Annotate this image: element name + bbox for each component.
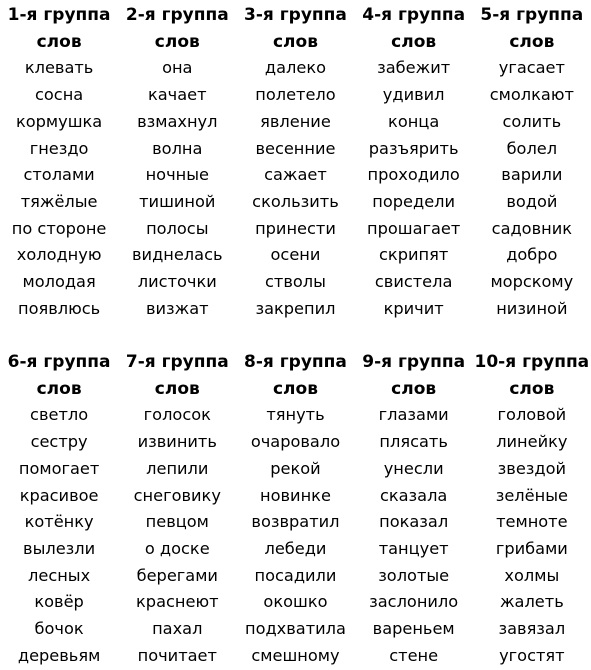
word-item: кричит <box>383 298 444 318</box>
group-title-word: слов <box>391 31 437 52</box>
word-item: головой <box>497 405 567 425</box>
word-item: проходило <box>367 165 460 185</box>
word-item: светло <box>30 405 89 425</box>
word-item: зелёные <box>495 485 568 505</box>
word-item: столами <box>23 165 95 185</box>
word-item: тишиной <box>139 191 216 211</box>
word-item: пахал <box>152 619 203 639</box>
word-item: качает <box>147 85 207 105</box>
word-item: извинить <box>137 432 217 452</box>
word-item: болел <box>506 138 558 158</box>
word-item: унесли <box>383 458 444 478</box>
word-item: гнездо <box>29 138 89 158</box>
word-item: морскому <box>490 272 574 292</box>
word-item: холмы <box>504 565 560 585</box>
word-item: очаровало <box>250 432 341 452</box>
word-item: сажает <box>264 165 327 185</box>
groups-row-1 <box>0 2 591 322</box>
word-item: весенние <box>255 138 336 158</box>
word-item: о доске <box>144 538 210 558</box>
group-title-word: слов <box>36 378 82 399</box>
word-item: лебеди <box>264 538 327 558</box>
word-item: она <box>162 58 193 78</box>
word-item: вылезли <box>23 538 96 558</box>
group-title-word: слов <box>272 31 318 52</box>
word-item: стволы <box>265 272 326 292</box>
word-item: котёнку <box>24 512 94 532</box>
word-item: далеко <box>264 58 327 78</box>
word-item: танцует <box>378 538 449 558</box>
word-item: тяжёлые <box>20 191 98 211</box>
word-item: свистела <box>374 272 453 292</box>
word-item: добро <box>506 245 558 265</box>
word-item: завязал <box>498 619 566 639</box>
word-item: сказала <box>379 485 448 505</box>
word-item: помогает <box>18 458 100 478</box>
word-item: смешному <box>251 645 340 665</box>
word-item: стене <box>389 645 439 665</box>
word-item: голосок <box>143 405 211 425</box>
group-title-word: слов <box>36 31 82 52</box>
word-item: возвратил <box>251 512 340 532</box>
word-item: почитает <box>137 645 217 665</box>
word-item: виднелась <box>132 245 223 265</box>
word-item: окошко <box>263 592 328 612</box>
word-item: клевать <box>24 58 94 78</box>
word-item: водой <box>506 191 558 211</box>
group-title: 4-я группа <box>362 5 466 25</box>
word-item: варили <box>501 165 563 185</box>
group-title: 10-я группа <box>474 352 590 372</box>
group-title: 7-я группа <box>125 352 229 372</box>
word-item: жалеть <box>499 592 564 612</box>
word-item: лепили <box>146 458 209 478</box>
word-item: смолкают <box>489 85 574 105</box>
word-item: конца <box>388 111 440 131</box>
word-item: золотые <box>378 565 450 585</box>
word-item: осени <box>270 245 321 265</box>
word-item: принести <box>255 218 336 238</box>
word-item: ночные <box>145 165 209 185</box>
group-title: 1-я группа <box>7 5 111 25</box>
word-item: молодая <box>22 272 96 292</box>
group-title-word: слов <box>391 378 437 399</box>
word-item: сестру <box>30 432 88 452</box>
group-title: 3-я группа <box>244 5 347 25</box>
word-group-2 <box>118 2 236 322</box>
groups-row-2 <box>0 349 591 669</box>
word-group-1 <box>0 2 118 322</box>
word-item: тянуть <box>266 405 325 425</box>
word-group-3 <box>236 2 354 322</box>
word-item: визжат <box>145 298 209 318</box>
word-item: по стороне <box>11 218 107 238</box>
word-item: глазами <box>378 405 449 425</box>
group-title: 8-я группа <box>244 352 347 372</box>
word-item: закрепил <box>255 298 336 318</box>
word-item: подхватила <box>245 619 346 639</box>
word-item: листочки <box>137 272 217 292</box>
word-item: грибами <box>495 538 568 558</box>
word-item: скользить <box>252 191 339 211</box>
word-item: звездой <box>497 458 567 478</box>
group-title-word: слов <box>154 378 200 399</box>
word-group-8 <box>236 349 354 669</box>
word-item: забежит <box>377 58 451 78</box>
word-group-9 <box>355 349 473 669</box>
word-item: поредели <box>372 191 456 211</box>
word-item: разъярить <box>368 138 459 158</box>
word-item: снеговику <box>133 485 221 505</box>
word-item: низиной <box>496 298 568 318</box>
word-item: взмахнул <box>137 111 218 131</box>
word-item: заслонило <box>369 592 459 612</box>
word-item: садовник <box>491 218 573 238</box>
word-item: волна <box>152 138 203 158</box>
word-group-7 <box>118 349 236 669</box>
word-item: вареньем <box>372 619 455 639</box>
group-title-word: слов <box>509 31 555 52</box>
word-item: посадили <box>254 565 337 585</box>
word-item: появлюсь <box>18 298 101 318</box>
word-group-4 <box>355 2 473 322</box>
word-item: показал <box>379 512 449 532</box>
group-title: 9-я группа <box>362 352 466 372</box>
word-item: рекой <box>270 458 321 478</box>
word-item: линейку <box>496 432 568 452</box>
word-item: ковёр <box>34 592 84 612</box>
word-item: полетело <box>255 85 336 105</box>
word-item: кормушка <box>15 111 103 131</box>
word-item: явление <box>260 111 331 131</box>
group-title: 2-я группа <box>125 5 229 25</box>
word-item: бочок <box>34 619 84 639</box>
word-item: берегами <box>136 565 218 585</box>
word-item: скрипят <box>379 245 449 265</box>
word-item: плясать <box>379 432 448 452</box>
word-item: певцом <box>145 512 209 532</box>
group-title-word: слов <box>272 378 318 399</box>
word-item: угостят <box>499 645 565 665</box>
word-item: полосы <box>146 218 209 238</box>
word-group-5 <box>473 2 591 322</box>
word-group-10 <box>473 349 591 669</box>
word-item: холодную <box>16 245 102 265</box>
word-item: солить <box>502 111 562 131</box>
word-item: краснеют <box>136 592 219 612</box>
group-title-word: слов <box>509 378 555 399</box>
word-item: красивое <box>19 485 99 505</box>
word-item: лесных <box>28 565 91 585</box>
word-item: деревьям <box>17 645 101 665</box>
word-item: новинке <box>260 485 331 505</box>
word-item: прошагает <box>367 218 461 238</box>
word-item: удивил <box>382 85 445 105</box>
word-item: сосна <box>34 85 84 105</box>
group-title-word: слов <box>154 31 200 52</box>
group-title: 6-я группа <box>7 352 111 372</box>
word-item: угасает <box>498 58 565 78</box>
word-group-6 <box>0 349 118 669</box>
word-item: темноте <box>496 512 568 532</box>
group-title: 5-я группа <box>480 5 584 25</box>
